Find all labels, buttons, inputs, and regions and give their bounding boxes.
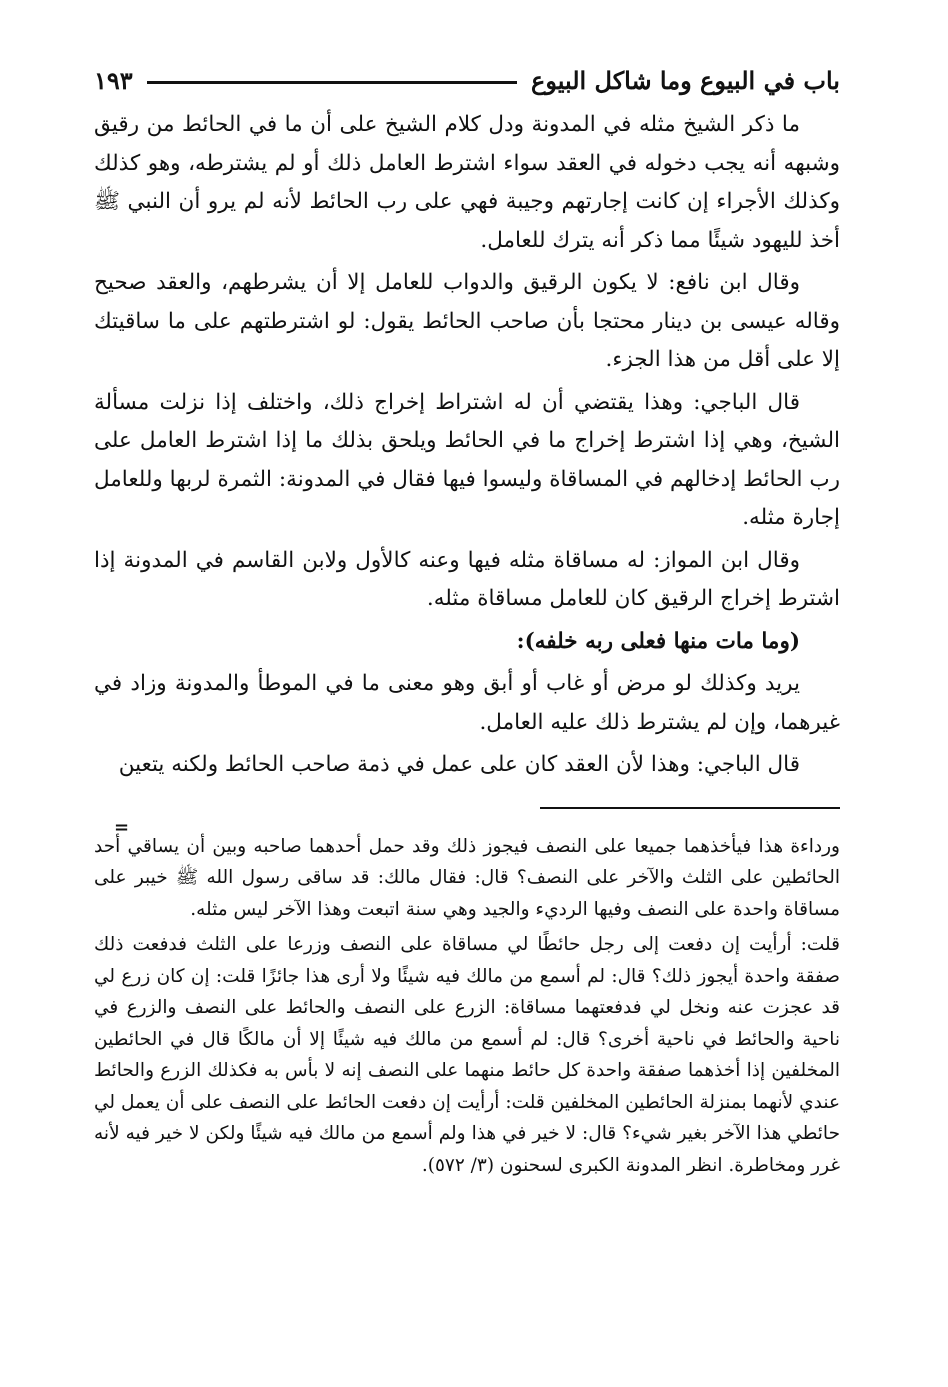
body-paragraph: ما ذكر الشيخ مثله في المدونة ودل كلام الشيخ على أن ما في الحائط من رقيق وشبهه أنه يجب دخوله في العقد سواء اشترط العامل ذلك أو لم يشترطه، وهو كذلك وكذلك الأجراء إن كانت إجارتهم وجيبة فهي على رب الحائط لأنه لم يرو أن النبي ﷺ أخذ لليهود شيئًا مما ذكر أنه يترك للعامل. bbox=[94, 112, 840, 253]
running-title: باب في البيوع وما شاكل البيوع bbox=[531, 65, 840, 95]
main-text bbox=[94, 106, 840, 785]
page-header bbox=[94, 60, 840, 100]
footnotes bbox=[94, 831, 840, 1182]
book-page bbox=[94, 60, 840, 1387]
footnote-separator bbox=[94, 807, 840, 838]
body-paragraph: وقال ابن نافع: لا يكون الرقيق والدواب للعامل إلا أن يشرطهم، والعقد صحيح وقاله عيسى بن دينار محتجا بأن صاحب الحائط يقول: لو اشترطتهم على ما ساقيتك إلا على أقل من هذا الجزء. bbox=[94, 270, 840, 372]
footnote-paragraph: ورداءة هذا فيأخذهما جميعا على النصف فيجوز ذلك وقد حمل أحدهما صاحبه وبين أن يساقي أحد الحائطين على الثلث والآخر على النصف؟ قال: فقال مالك: قد ساقى رسول الله ﷺ خيبر على مساقاة واحدة على النصف وفيها الرديء والجيد وهي سنة اتبعت وهذا الآخر ليس مثله. bbox=[94, 835, 840, 920]
footnote-continuation-marker: = bbox=[114, 816, 130, 838]
footnote-rule bbox=[540, 807, 840, 809]
body-paragraph: يريد وكذلك لو مرض أو غاب أو أبق وهو معنى ما في الموطأ والمدونة وزاد في غيرهما، وإن لم يشترط ذلك عليه العامل. bbox=[94, 671, 840, 735]
footnote-paragraph: قلت: أرأيت إن دفعت إلى رجل حائطًا لي مساقاة على النصف وزرعا على الثلث فدفعت ذلك صفقة واحدة أيجوز ذلك؟ قال: لم أسمع من مالك فيه شيئًا ولا أرى هذا جائزًا قلت: إن كان زرع لي قد عجزت عنه ونخل لي فدفعتهما مساقاة: الزرع على النصف والحائط على النصف والزرع في ناحية والحائط في ناحية أخرى؟ قال: لم أسمع من مالك فيه شيئًا إلا أن مالكًا قال في الحائطين المخلفين إذا أخذهما صفقة واحدة كل حائط منهما على النصف إنه لا بأس به فكذلك الزرع والحائط عندي لأنهما بمنزلة الحائطين المخلفين قلت: أرأيت إن دفعت الحائط على النصف على أن يعمل لي حائطي هذا الآخر بغير شيء؟ قال: لا خير في هذا ولم أسمع من مالك فيه شيئًا ولكن لا خير فيه لأنه غرر ومخاطرة. انظر المدونة الكبرى لسحنون (٣/ ٥٧٢). bbox=[94, 934, 840, 1176]
header-rule bbox=[147, 81, 517, 84]
body-paragraph: وقال ابن المواز: له مساقاة مثله فيها وعنه كالأول ولابن القاسم في المدونة إذا اشترط إخراج الرقيق كان للعامل مساقاة مثله. bbox=[94, 547, 840, 611]
page-number: ١٩٣ bbox=[94, 65, 133, 95]
section-heading: (وما مات منها فعلى ربه خلفه): bbox=[516, 628, 800, 654]
body-paragraph: قال الباجي: وهذا يقتضي أن له اشتراط إخراج ذلك، واختلف إذا نزلت مسألة الشيخ، وهي إذا اشترط إخراج ما في الحائط ويلحق بذلك ما إذا اشترط العامل على رب الحائط إدخالهم في المساقاة وليسوا فيها فقال في المدونة: الثمرة لربها وللعامل إجارة مثله. bbox=[94, 389, 840, 530]
body-paragraph: قال الباجي: وهذا لأن العقد كان على عمل في ذمة صاحب الحائط ولكنه يتعين bbox=[118, 752, 800, 777]
